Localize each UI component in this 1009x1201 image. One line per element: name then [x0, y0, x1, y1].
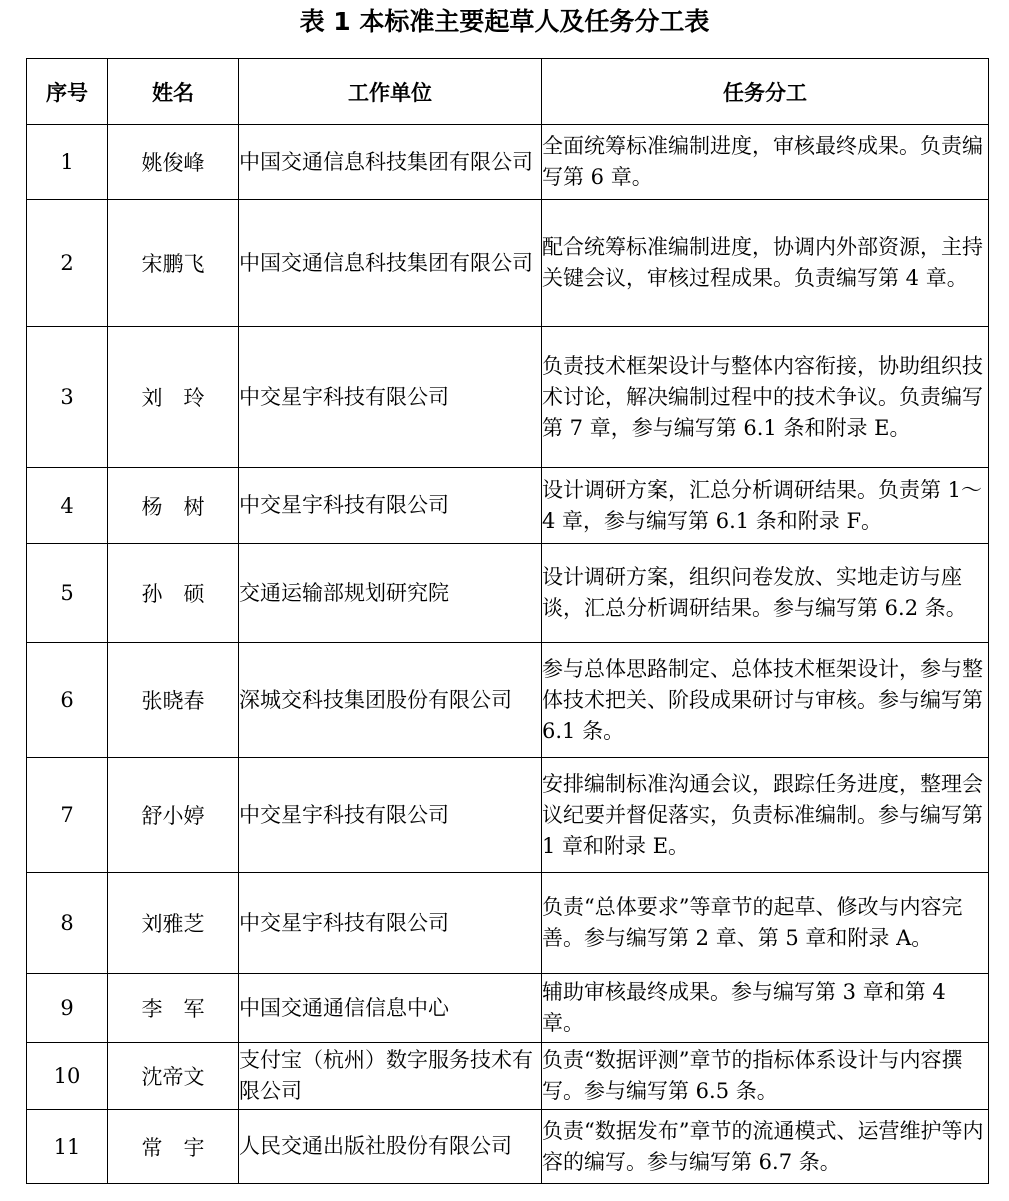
row-no: 3 — [27, 327, 108, 468]
row-task: 配合统筹标准编制进度，协调内外部资源，主持关键会议，审核过程成果。负责编写第 4 章。 — [542, 200, 989, 327]
row-no: 11 — [27, 1110, 108, 1184]
row-unit: 中国交通信息科技集团有限公司 — [239, 200, 542, 327]
row-no: 9 — [27, 974, 108, 1043]
row-no: 2 — [27, 200, 108, 327]
row-unit: 中交星宇科技有限公司 — [239, 327, 542, 468]
header-no: 序号 — [27, 59, 108, 125]
row-name: 舒小婷 — [108, 758, 239, 873]
row-unit: 中国交通信息科技集团有限公司 — [239, 125, 542, 200]
row-task: 安排编制标准沟通会议，跟踪任务进度，整理会议纪要并督促落实，负责标准编制。参与编写第 1 章和附录 E。 — [542, 758, 989, 873]
table-row — [27, 1043, 989, 1110]
row-no: 1 — [27, 125, 108, 200]
row-name: 刘雅芝 — [108, 873, 239, 974]
row-unit: 人民交通出版社股份有限公司 — [239, 1110, 542, 1184]
table-row — [27, 873, 989, 974]
row-no: 8 — [27, 873, 108, 974]
row-task: 设计调研方案，汇总分析调研结果。负责第 1～4 章，参与编写第 6.1 条和附录 F。 — [542, 468, 989, 544]
row-unit: 深城交科技集团股份有限公司 — [239, 643, 542, 758]
table-row — [27, 544, 989, 643]
row-no: 4 — [27, 468, 108, 544]
row-unit: 中国交通通信信息中心 — [239, 974, 542, 1043]
header-name: 姓名 — [108, 59, 239, 125]
table-row — [27, 1110, 989, 1184]
row-name: 姚俊峰 — [108, 125, 239, 200]
table-row — [27, 643, 989, 758]
row-no: 7 — [27, 758, 108, 873]
row-name: 孙 硕 — [108, 544, 239, 643]
table-row — [27, 758, 989, 873]
table-header-row — [27, 59, 989, 125]
row-name: 刘 玲 — [108, 327, 239, 468]
header-task: 任务分工 — [542, 59, 989, 125]
row-unit: 支付宝（杭州）数字服务技术有限公司 — [239, 1043, 542, 1110]
table-row — [27, 974, 989, 1043]
row-name: 宋鹏飞 — [108, 200, 239, 327]
row-name: 常 宇 — [108, 1110, 239, 1184]
row-name: 沈帝文 — [108, 1043, 239, 1110]
row-task: 负责技术框架设计与整体内容衔接，协助组织技术讨论，解决编制过程中的技术争议。负责编写第 7 章，参与编写第 6.1 条和附录 E。 — [542, 327, 989, 468]
row-no: 5 — [27, 544, 108, 643]
row-task: 辅助审核最终成果。参与编写第 3 章和第 4 章。 — [542, 974, 989, 1043]
table-title: 表 1 本标准主要起草人及任务分工表 — [299, 7, 710, 36]
row-no: 6 — [27, 643, 108, 758]
staff-table — [26, 58, 989, 1184]
row-unit: 中交星宇科技有限公司 — [239, 468, 542, 544]
row-unit: 中交星宇科技有限公司 — [239, 873, 542, 974]
table-row — [27, 125, 989, 200]
row-task: 全面统筹标准编制进度，审核最终成果。负责编写第 6 章。 — [542, 125, 989, 200]
row-unit: 交通运输部规划研究院 — [239, 544, 542, 643]
row-task: 设计调研方案，组织问卷发放、实地走访与座谈，汇总分析调研结果。参与编写第 6.2 条。 — [542, 544, 989, 643]
row-task: 负责“数据评测”章节的指标体系设计与内容撰写。参与编写第 6.5 条。 — [542, 1043, 989, 1110]
row-unit: 中交星宇科技有限公司 — [239, 758, 542, 873]
row-name: 张晓春 — [108, 643, 239, 758]
row-no: 10 — [27, 1043, 108, 1110]
row-task: 参与总体思路制定、总体技术框架设计，参与整体技术把关、阶段成果研讨与审核。参与编写第 6.1 条。 — [542, 643, 989, 758]
row-name: 杨 树 — [108, 468, 239, 544]
row-name: 李 军 — [108, 974, 239, 1043]
table-row — [27, 468, 989, 544]
header-unit: 工作单位 — [239, 59, 542, 125]
row-task: 负责“总体要求”等章节的起草、修改与内容完善。参与编写第 2 章、第 5 章和附录 A。 — [542, 873, 989, 974]
table-row — [27, 200, 989, 327]
row-task: 负责“数据发布”章节的流通模式、运营维护等内容的编写。参与编写第 6.7 条。 — [542, 1110, 989, 1184]
table-row — [27, 327, 989, 468]
